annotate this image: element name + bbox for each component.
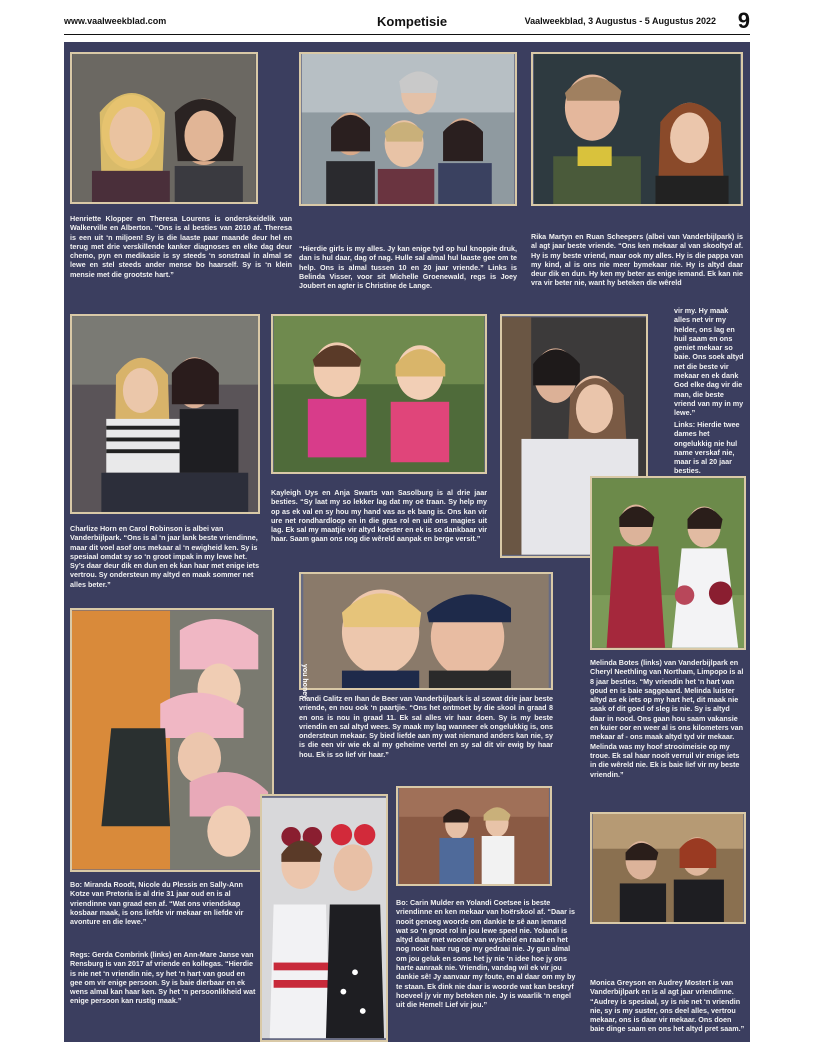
page-number: 9 xyxy=(737,8,750,33)
caption-calitz: Riandi Calitz en Ihan de Beer van Vanderbijlpark is al sowat drie jaar beste vriende, en nou ook ‘n paartjie. “Ons het ontmoet by die skool in graad 8 en ons is nou in graad 11. Ek sal alles vir haar doen. Sy is my beste vriendin en sal altyd wees. Sy maak my lag wanneer ek ongelukkig is, ons ondersteun mekaar. Sy bied liefde aan my wat niemand anders kan nie, sy is die een vir wie ek al my geheime vertel en sy sal dit vir ewig by haar hou. Ek is so lief vir haar.” xyxy=(299,694,553,759)
photo-calitz-de-beer xyxy=(299,572,553,690)
photo-botes-neethling xyxy=(590,476,746,650)
caption-martyn-continued: vir my. Hy maak alles net vir my helder, ons lag en huil saam en ons geniet mekaar so baie. Ons soek altyd net die beste vir mekaar en ek dank God elke dag vir die man, die beste vriend van my in my lewe.” xyxy=(674,306,744,418)
caption-combrink: Regs: Gerda Combrink (links) en Ann-Mare Janse van Rensburg is van 2017 af vriende en kollegas. “Hierdie is nie net ‘n vriendin nie, sy het ‘n hart van goud en gee om vir enige persoon. Sy is baie dierbaar en ek wens almal kan haar ken. Sy het ‘n persoonlikheid wat enige persoon kan rustig maak.” xyxy=(70,950,256,1006)
competition-panel xyxy=(64,42,750,1042)
caption-mulder: Bo: Carin Mulder en Yolandi Coetsee is beste vriendinne en ken mekaar van hoërskool af. “Daar is nooit genoeg woorde om dankie te sê aan iemand wat so ‘n groot rol in jou lewe speel nie. Yolandi is altyd daar met woorde van wysheid en raad en het nog nooit haar rug op my gedraai nie. Jy gun almal om jou geluk en soms het jy nie ‘n idee hoe jy ons harte aanraak nie. Vriendin, vandag wil ek vir jou dankie sê! Jy aanvaar my foute, en al daar om my by te staan. Ek dink nie daar is woorde wat kan beskryf hoeveel jy vir my beteken nie. Jy is waarlik ‘n engel uit die Hemel! Lief vir jou.” xyxy=(396,898,576,1010)
caption-martyn: Rika Martyn en Ruan Scheepers (albei van Vanderbijlpark) is al agt jaar beste vriende. “Ons ken mekaar al van skooltyd af. Hy is my beste vriend, maar ook my alles. Hy is die pappa van my kind, al is ons nie meer bymekaar nie. Hy is altyd daar deur dik en dun. Hy ken my beter as enige iemand. Ek kan nie vra vir beter nie, want hy beteken die wêreld xyxy=(531,232,743,288)
photo-mulder-coetsee xyxy=(396,786,552,886)
site-url[interactable]: www.vaalweekblad.com xyxy=(64,16,167,26)
photo-overlay-caption: you honey xyxy=(301,664,308,700)
header-rule xyxy=(64,34,750,35)
photo-martyn-scheepers xyxy=(531,52,743,206)
issue-date: Vaalweekblad, 3 Augustus - 5 Augustus 2022 xyxy=(524,16,716,26)
photo-uys-swarts xyxy=(271,314,487,474)
caption-uys: Kayleigh Uys en Anja Swarts van Sasolburg is al drie jaar besties. “Sy laat my so lekker lag dat my oë traan. Sy help my op as ek val en sy hou my hand vas as ek bang is. Ons kan vir ure net rondhardloop en in die gras rol en uit ons magies uit lag. Ek sal my maatjie vir altyd koester en ek is so dankbaar vir haar. Saam gaan ons nog die wêreld aanpak en berge versit.” xyxy=(271,488,487,544)
photo-visser-group xyxy=(299,52,517,206)
caption-botes: Melinda Botes (links) van Vanderbijlpark en Cheryl Neethling van Northam, Limpopo is al 8 jaar besties. “My vriendin het ‘n hart van goud en is baie saggeaard. Melinda luister altyd as ek iets op my hart het, dit maak nie saak of dit goed of sleg is nie. Sy is altyd daar in nood. Ons gaan hou saam vakansie en kuier oor en weer al is ons kilometers van mekaar af - ons maak altyd tyd vir mekaar. Melinda was my hoof strooimeisie op my troue. Ek sal haar nooit verruil vir enige iets in die wêreld nie. Ek is baie lief vir my beste vriendin.” xyxy=(590,658,744,779)
caption-klopper: Henriette Klopper en Theresa Lourens is onderskeidelik van Walkerville en Alberton. “Ons is al besties van 2010 af. Theresa is een uit ‘n miljoen! Sy is die laaste paar maande deur hel en terug met drie verskillende kanker diagnoses en elke dag deur chemo, pyn en medikasie is sy steeds ‘n sonstraal in almal se lewe en stel steeds ander mense bo haarself. Sy is ‘n klein mensie met die grootste hart.” xyxy=(70,214,292,279)
photo-horn-robinson xyxy=(70,314,260,514)
photo-greyson-mostert xyxy=(590,812,746,924)
page-header xyxy=(64,8,750,34)
caption-links: Links: Hierdie twee dames het ongelukkig nie hul name verskaf nie, maar is al 20 jaar besties. xyxy=(674,420,740,476)
photo-roodt-plessis-kotze xyxy=(70,608,274,872)
section-title: Kompetisie xyxy=(377,14,448,29)
photo-klopper-lourens xyxy=(70,52,258,204)
caption-greyson: Monica Greyson en Audrey Mostert is van Vanderbijlpark en is al agt jaar vriendinne. “Audrey is spesiaal, sy is nie net ‘n vriendin nie, sy is my suster, ons deel alles, vertrou mekaar, ons is daar vir mekaar. Ons doen baie dinge saam en ons het altyd pret saam.” xyxy=(590,978,745,1034)
caption-horn: Charlize Horn en Carol Robinson is albei van Vanderbijlpark. “Ons is al ‘n jaar lank beste vriendinne, maar dit voel asof ons mekaar al ‘n ewigheid ken. Sy is spesiaal omdat sy so ‘n groot impak in my lewe het. Sy’s daar deur dik en dun en ek kan haar met enige iets vertrou. Sy ondersteun my altyd en maak sommer net alles beter.” xyxy=(70,524,260,589)
photo-combrink-rensburg xyxy=(260,794,388,1042)
caption-roodt: Bo: Miranda Roodt, Nicole du Plessis en Sally-Ann Kotze van Pretoria is al drie 31 jaar oud en is al vriendinne van graad een af. “Wat ons vriendskap kosbaar maak, is ons liefde vir mekaar en liefde vir avonture en die lewe.” xyxy=(70,880,244,927)
caption-visser: “Hierdie girls is my alles. Jy kan enige tyd op hul knoppie druk, dan is hul daar, dag of nag. Hulle sal almal hul laaste gee om te help. Ons is almal tussen 10 en 20 jaar vriende.” Links is Belinda Visser, voor sit Michelle Groenewald, regs is Joey Joubert en agter is Christine de Lange. xyxy=(299,244,517,291)
